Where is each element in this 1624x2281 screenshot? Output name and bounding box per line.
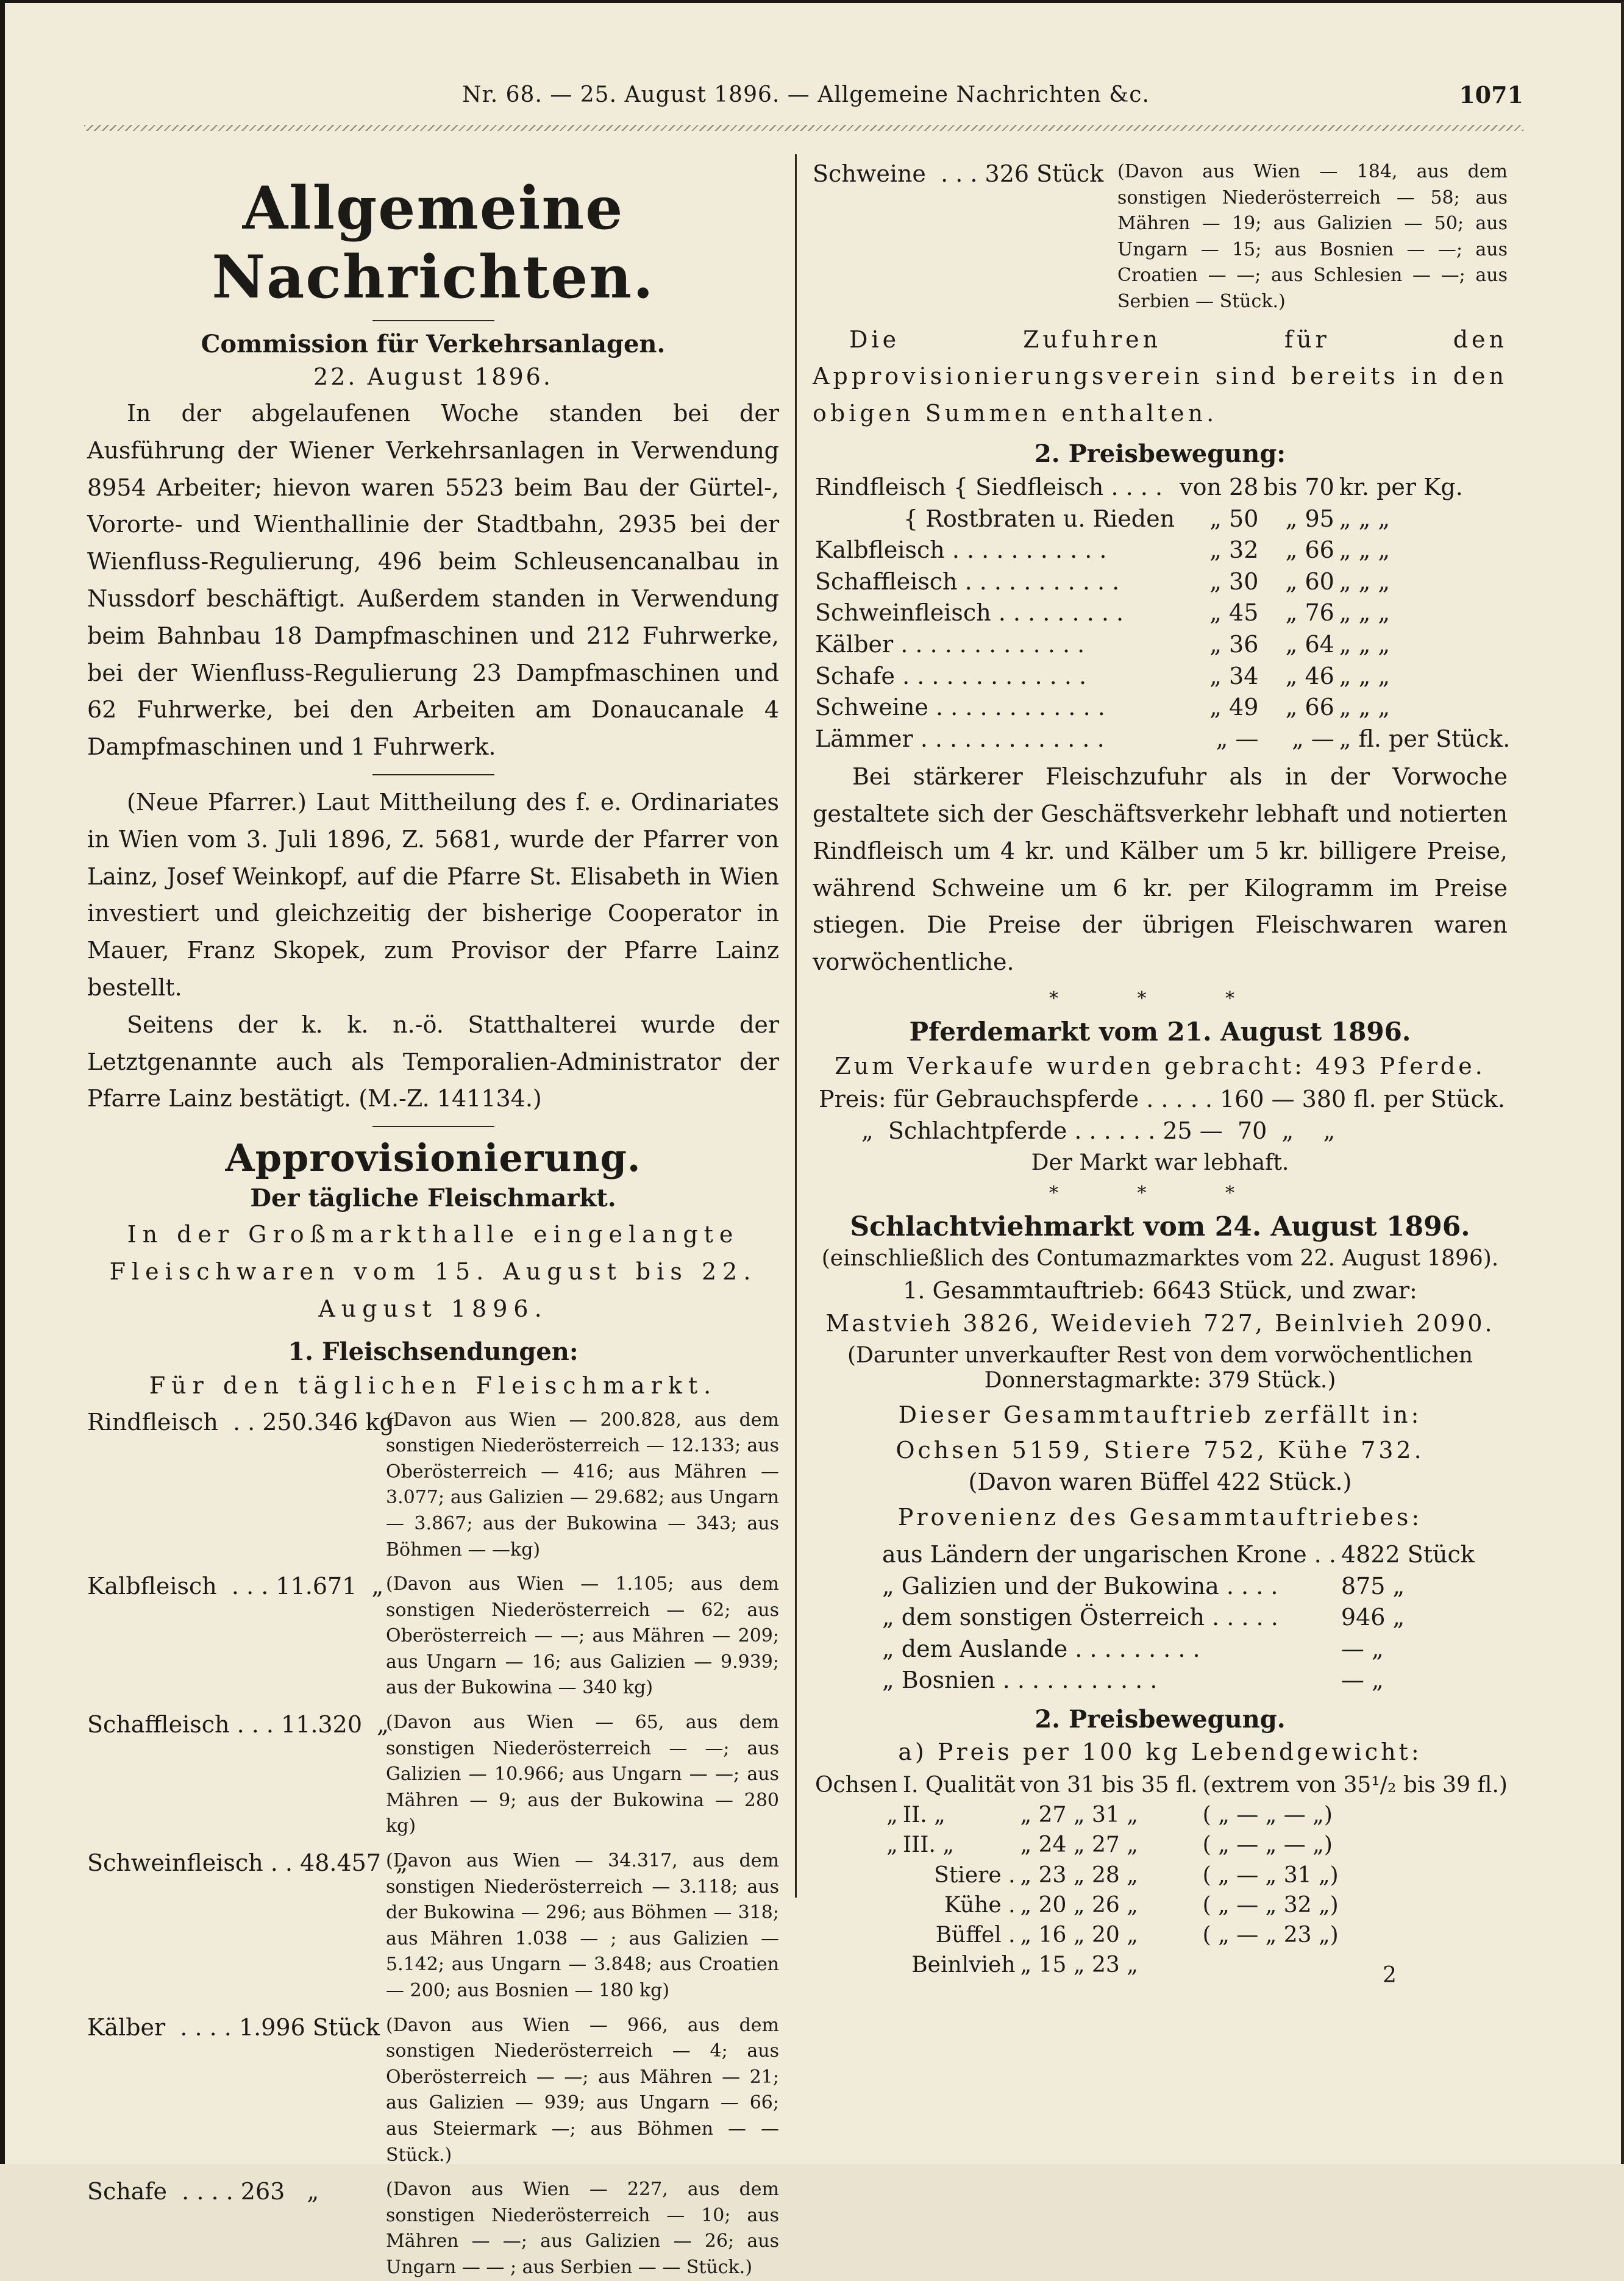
cell: Rindfleisch { Siedfleisch . . . . (815, 473, 1163, 500)
section-subheading: Für den täglichen Fleischmarkt. (149, 1372, 718, 1399)
cell: „ 24 „ 27 „ (1020, 1832, 1138, 1858)
list-item (87, 1407, 779, 1564)
cell: Kühe . (944, 1892, 1016, 1918)
commission-date: 22. August 1896. (313, 363, 553, 390)
table-row (813, 1920, 1510, 1950)
cell: „ 60 (1285, 568, 1334, 595)
cell: „ 66 (1285, 536, 1334, 564)
table-row (813, 1830, 1510, 1860)
cell: „ Bosnien . . . . . . . . . . . (882, 1667, 1158, 1694)
section-heading: 1. Fleischsendungen: (288, 1337, 579, 1366)
table-row (813, 1890, 1510, 1920)
cell (813, 1950, 900, 1980)
cell: „ 76 (1285, 599, 1334, 627)
schlacht-line: (Davon waren Büffel 422 Stück.) (968, 1468, 1352, 1496)
cell (813, 1920, 900, 1950)
item-detail: (Davon aus Wien — 184, aus dem sonstigen Niederösterreich — 58; aus Mähren — 19; aus Galizien — 50; aus Ungarn — 15; aus Bosnien — —; aus Croatien — —; aus Schlesien — —; aus Serbien — Stück.) (1117, 161, 1508, 312)
list-item (813, 159, 1508, 315)
cell: ( „ — „ — „) (1202, 1802, 1333, 1828)
column-rule (795, 154, 797, 1898)
pferde-line: Preis: für Gebrauchspferde . . . . . 160 — 380 fl. per Stück. (819, 1086, 1506, 1113)
schlacht-line: 1. Gesammtauftrieb: 6643 Stück, und zwar: (903, 1277, 1417, 1304)
table-row (813, 1800, 1510, 1830)
cell: Schafe . . . . . . . . . . . . . (815, 662, 1087, 689)
pfarrer-text-2: Seitens der k. k. n.-ö. Statthalterei wurde der Letztgenannte auch als Temporalien-Administrator der Pfarre Lainz bestätigt. (M.-Z. 141134.) (87, 1011, 779, 1112)
cell (1200, 1950, 1510, 1980)
list-item (87, 2177, 779, 2280)
table-row (813, 1770, 1510, 1800)
cell (813, 1860, 900, 1890)
cell: 875 „ (1341, 1572, 1405, 1600)
table-row (813, 661, 1512, 692)
cell: „ 66 (1285, 694, 1334, 721)
signature-number: 2 (1383, 1963, 1397, 1988)
table-row (813, 724, 1512, 755)
table-row (813, 535, 1512, 566)
table-row (813, 1950, 1510, 1980)
item-detail: (Davon aus Wien — 1.105; aus dem sonstigen Niederösterreich — 62; aus Oberösterreich — —; aus Mähren — 209; aus Ungarn — 16; aus Galizien — 9.939; aus der Bukowina — 340 kg) (386, 1573, 779, 1699)
cell: „ (886, 1832, 898, 1858)
table-row (813, 1860, 1510, 1890)
cell: — „ (1341, 1667, 1384, 1694)
cell: II. „ (902, 1802, 946, 1828)
cell: ( „ — „ 32 „) (1202, 1892, 1339, 1918)
item-label: Kälber . . . . 1.996 Stück (87, 2013, 380, 2041)
section-heading: 2. Preisbewegung: (1034, 439, 1286, 468)
schlacht-line: Dieser Gesammtauftrieb zerfällt in: (898, 1401, 1422, 1429)
cell: „ dem Auslande . . . . . . . . . (882, 1635, 1200, 1662)
table-row (813, 692, 1512, 724)
cell: „ „ „ (1339, 694, 1391, 721)
cell: (extrem von 35¹/₂ bis 39 fl.) (1202, 1773, 1508, 1798)
approv-subtitle: Der tägliche Fleischmarkt. (250, 1184, 616, 1213)
price-subheading: a) Preis per 100 kg Lebendgewicht: (898, 1738, 1422, 1766)
item-detail: (Davon aus Wien — 227, aus dem sonstigen Niederösterreich — 10; aus Mähren — —; aus Galizien — 26; aus Ungarn — — ; aus Serbien — — Stück.) (386, 2179, 779, 2278)
table-row (880, 1634, 1477, 1665)
cell: Beinlvieh (911, 1952, 1016, 1978)
schlacht-line: (Darunter unverkaufter Rest von dem vorwöchentlichen Donnerstagmarkte: 379 Stück.) (847, 1343, 1473, 1393)
cell: — „ (1341, 1635, 1384, 1662)
separator-stars: * * * (1049, 1183, 1272, 1205)
cell: „ 16 „ 20 „ (1020, 1922, 1138, 1948)
list-item (87, 2013, 779, 2169)
prov-title: Provenienz des Gesammtauftriebes: (897, 1504, 1423, 1531)
item-label: Schaffleisch . . . 11.320 „ (87, 1711, 389, 1738)
cell: Schaffleisch . . . . . . . . . . . (815, 568, 1120, 595)
list-item (87, 1710, 779, 1840)
cell: „ „ „ (1339, 630, 1391, 658)
cell: von 31 bis 35 fl. (1020, 1773, 1198, 1798)
cell: ( „ — „ — „) (1202, 1832, 1333, 1858)
cell: ( „ — „ 31 „) (1202, 1862, 1339, 1888)
item-detail: (Davon aus Wien — 200.828, aus dem sonstigen Niederösterreich — 12.133; aus Oberösterreich — 416; aus Mähren — 3.077; aus Galizien — 29.682; aus Ungarn — 3.867; aus der Bukowina — 343; aus Böhmen — —kg) (386, 1409, 779, 1560)
approv-title: Approvisionierung. (225, 1136, 641, 1181)
page-number: 1071 (1459, 81, 1523, 109)
cell: Schweine . . . . . . . . . . . . (815, 694, 1105, 721)
cell: von 28 (1180, 473, 1259, 500)
cell: „ 20 „ 26 „ (1020, 1892, 1138, 1918)
zufuhren-text: Die Zufuhren für den Approvisionierungsverein sind bereits in den obigen Summen enthalten. (813, 326, 1508, 427)
item-label: Kalbfleisch . . . 11.671 „ (87, 1573, 384, 1600)
cell (813, 1890, 900, 1920)
cell: „ (886, 1802, 898, 1828)
main-title: Allgemeine Nachrichten. (212, 174, 655, 311)
cell: „ Galizien und der Bukowina . . . . (882, 1572, 1278, 1600)
cell: Schweinfleisch . . . . . . . . . (815, 599, 1124, 627)
divider (372, 320, 494, 321)
header-rule (84, 125, 1523, 131)
cell: „ 36 (1209, 630, 1259, 658)
cell: „ „ „ (1339, 662, 1391, 689)
cell: „ 49 (1209, 694, 1259, 721)
cell: Ochsen (815, 1773, 898, 1798)
schlacht-line: Mastvieh 3826, Weidevieh 727, Beinlvieh 2090. (825, 1310, 1495, 1337)
list-item (87, 1848, 779, 2004)
cell: „ „ „ (1339, 536, 1391, 564)
table-row (880, 1571, 1477, 1603)
pfarrer-text: (Neue Pfarrer.) Laut Mittheilung des f. e. Ordinariates in Wien vom 3. Juli 1896, Z. 5681, wurde der Pfarrer von Lainz, Josef Weinkopf, auf die Pfarre St. Elisabeth in Wien investiert und gleichzeitig der bisherige Cooperator in Mauer, Franz Skopek, zum Provisor der Pfarre Lainz bestellt. (87, 788, 779, 1001)
cell: Büffel . (935, 1922, 1016, 1948)
cell: „ 46 (1285, 662, 1334, 689)
item-detail: (Davon aus Wien — 65, aus dem sonstigen Niederösterreich — —; aus Galizien — 10.966; aus Ungarn — —; aus Mähren — 9; aus der Bukowina — 280 kg) (386, 1712, 779, 1837)
cell: bis 70 (1263, 473, 1334, 500)
running-head: Nr. 68. — 25. August 1896. — Allgemeine Nachrichten &c. (462, 82, 1150, 107)
pferde-line: Zum Verkaufe wurden gebracht: 493 Pferde. (835, 1053, 1486, 1080)
cell: „ 95 (1285, 505, 1334, 532)
cell: III. „ (902, 1832, 955, 1858)
table-row (880, 1602, 1477, 1634)
preis-text: Bei stärkerer Fleischzufuhr als in der Vorwoche gestaltete sich der Geschäftsverkehr lebhaft und notierten Rindfleisch um 4 kr. und Kälber um 5 kr. billigere Preise, während Schweine um 6 kr. per Kilogramm im Preise stiegen. Die Preise der übrigen Fleischwaren waren vorwöchentliche. (813, 763, 1508, 976)
right-column (813, 155, 1511, 1980)
table-row (813, 504, 1512, 535)
cell: „ 64 (1285, 630, 1334, 658)
cell: „ 15 „ 23 „ (1020, 1952, 1138, 1978)
left-column (87, 155, 779, 2281)
divider (372, 1126, 494, 1127)
cell: „ 34 (1209, 662, 1259, 689)
table-row (880, 1539, 1477, 1571)
cell: „ „ „ (1339, 599, 1391, 627)
cell: Kälber . . . . . . . . . . . . . (815, 630, 1085, 658)
schlacht-sub: (einschließlich des Contumazmarktes vom 22. August 1896). (821, 1246, 1499, 1272)
cell: „ 45 (1209, 599, 1259, 627)
pferde-line: „ Schlachtpferde . . . . . . 25 — 70 „ „ (861, 1117, 1336, 1145)
table-row (880, 1665, 1477, 1696)
cell: { Rostbraten u. Rieden (815, 505, 1175, 532)
item-detail: (Davon aus Wien — 34.317, aus dem sonstigen Niederösterreich — 3.118; aus der Bukowina — 296; aus Böhmen — 318; aus Mähren 1.038 — ; aus Galizien — 5.142; aus Ungarn — 3.848; aus Croatien — 200; aus Bosnien — 180 kg) (386, 1850, 779, 2001)
pferde-line: Der Markt war lebhaft. (1031, 1150, 1289, 1176)
cell: Stiere . (934, 1862, 1016, 1888)
item-label: Schafe . . . . 263 „ (87, 2178, 319, 2205)
cell: kr. per Kg. (1339, 473, 1463, 500)
table-row (813, 472, 1512, 504)
cell: „ 50 (1209, 505, 1259, 532)
cell: Lämmer . . . . . . . . . . . . . (815, 725, 1105, 752)
list-item (87, 1571, 779, 1701)
price-table (813, 472, 1512, 755)
cell: „ „ „ (1339, 568, 1391, 595)
cell: I. Qualität (902, 1773, 1016, 1798)
commission-text: In der abgelaufenen Woche standen bei der Ausführung der Wiener Verkehrsanlagen in Verwendung 8954 Arbeiter; hievon waren 5523 beim Bau der Gürtel-, Vororte- und Wienthallinie der Stadtbahn, 2935 bei der Wienfluss-Regulierung, 496 beim Schleusencanalbau in Nussdorf beschäftigt. Außerdem standen in Verwendung beim Bahnbau 18 Dampfmaschinen und 212 Fuhrwerke, bei der Wienfluss-Regulierung 23 Dampfmaschinen und 62 Fuhrwerke, bei den Arbeiten am Donaucanale 4 Dampfmaschinen und 1 Fuhrwerk. (87, 400, 779, 761)
cell: „ „ „ (1339, 505, 1391, 532)
cell: „ 30 (1209, 568, 1259, 595)
provenance-table (880, 1539, 1477, 1696)
table-row (813, 629, 1512, 661)
cell: „ — (1292, 725, 1334, 752)
commission-heading: Commission für Verkehrsanlagen. (201, 330, 666, 358)
cell: ( „ — „ 23 „) (1202, 1922, 1339, 1948)
cell: aus Ländern der ungarischen Krone . . (882, 1541, 1336, 1568)
divider (372, 774, 494, 775)
item-label: Schweinfleisch . . 48.457 „ (87, 1849, 408, 1877)
cell: 4822 Stück (1341, 1541, 1475, 1568)
schlacht-title: Schlachtviehmarkt vom 24. August 1896. (850, 1211, 1470, 1243)
separator-stars: * * * (1049, 988, 1272, 1010)
cell: „ dem sonstigen Österreich . . . . . (882, 1604, 1278, 1631)
cell: 946 „ (1341, 1604, 1405, 1631)
cell: „ fl. per Stück. (1339, 725, 1511, 752)
cattle-price-table (813, 1770, 1510, 1980)
cell: „ 32 (1209, 536, 1259, 564)
cell: „ 27 „ 31 „ (1020, 1802, 1138, 1828)
cell: Kalbfleisch . . . . . . . . . . . (815, 536, 1107, 564)
table-row (813, 597, 1512, 629)
section-heading: 2. Preisbewegung. (1035, 1705, 1286, 1734)
item-label: Rindfleisch . . 250.346 kg (87, 1408, 394, 1436)
table-row (813, 566, 1512, 598)
schlacht-line: Ochsen 5159, Stiere 752, Kühe 732. (896, 1437, 1425, 1464)
cell: „ — (1216, 725, 1259, 752)
pferde-title: Pferdemarkt vom 21. August 1896. (909, 1017, 1411, 1047)
item-label: Schweine . . . 326 Stück (813, 160, 1104, 187)
item-detail: (Davon aus Wien — 966, aus dem sonstigen Niederösterreich — 4; aus Oberösterreich — —; aus Mähren — 21; aus Galizien — 939; aus Ungarn — 66; aus Steiermark —; aus Böhmen — — Stück.) (386, 2014, 779, 2166)
page-header (84, 75, 1523, 118)
approv-intro: In der Großmarkthalle eingelangte Fleischwaren vom 15. August bis 22. August 1896. (109, 1221, 757, 1322)
cell: „ 23 „ 28 „ (1020, 1862, 1138, 1888)
